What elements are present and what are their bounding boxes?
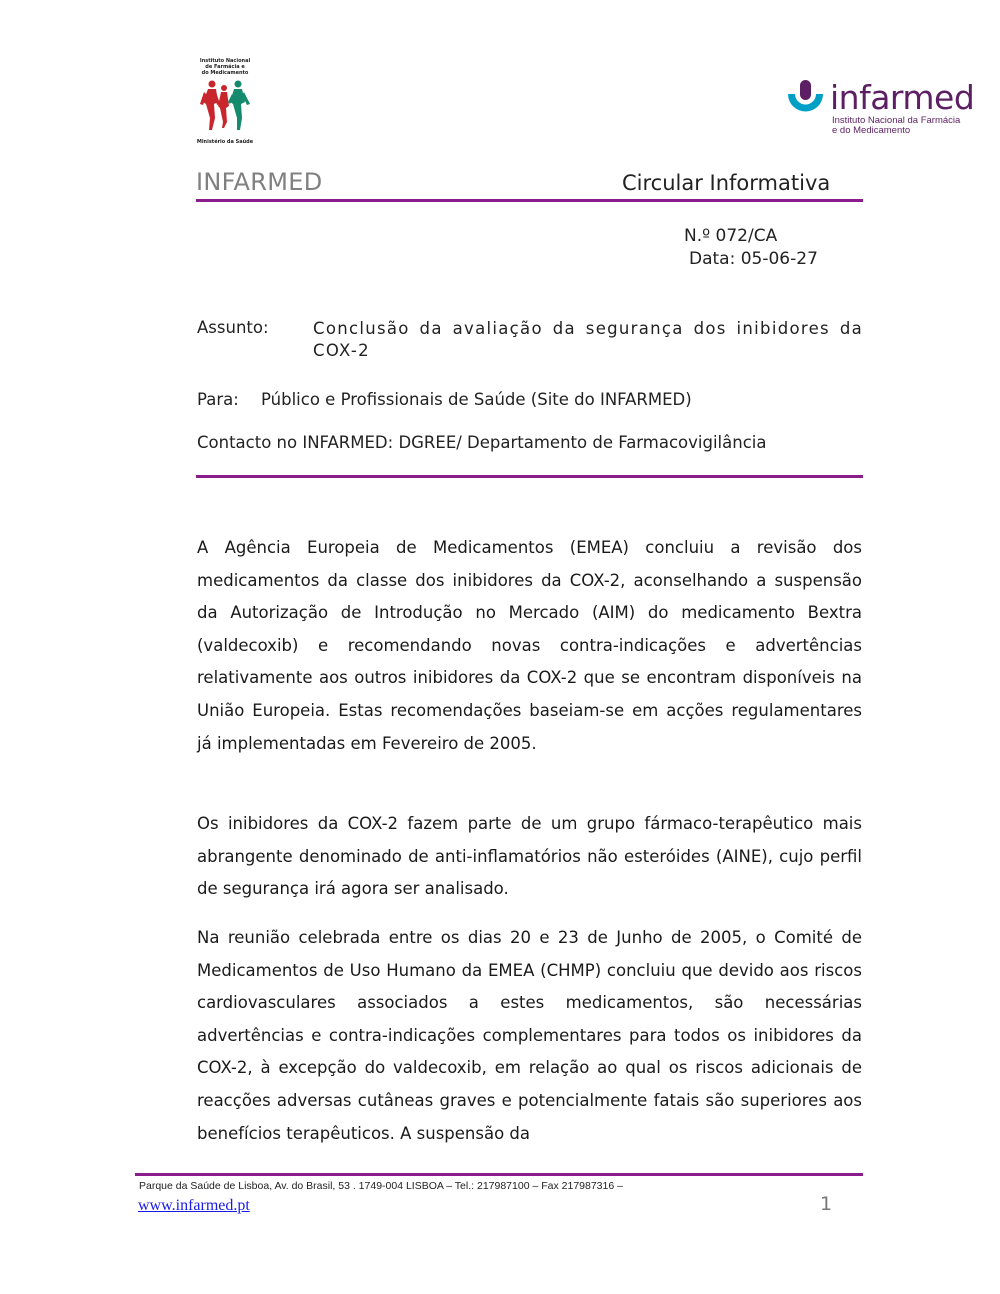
ministry-logo [190,58,260,148]
contact-line: Contacto no INFARMED: DGREE/ Departamento de Farmacovigilância [197,433,767,452]
header-org: INFARMED [196,168,323,196]
infarmed-mark-icon [786,80,828,120]
header-rule [196,199,863,202]
page-number: 1 [820,1193,833,1215]
ministry-logo-caption-bottom: Ministério da Saúde [196,139,254,145]
website-link[interactable]: www.infarmed.pt [138,1197,250,1214]
infarmed-logo [786,78,975,142]
footer-rule [135,1173,863,1176]
meta-rule [196,475,863,478]
body-paragraph-1: A Agência Europeia de Medicamentos (EMEA) concluiu a revisão dos medicamentos da classe dos inibidores da COX-2, aconselhando a suspensão da Autorização de Introdução no Mercado (AIM) do medicamento Bextra (valdecoxib) e recomendando novas contra-indicações e advertências relativamente aos outros inibidores da COX-2 que se encontram disponíveis na União Europeia. Estas recomendações baseiam-se em acções regulamentares já implementadas em Fevereiro de 2005. [197,538,862,753]
infarmed-subtitle-1: Instituto Nacional da Farmácia [832,115,961,126]
footer-address: Parque da Saúde de Lisboa, Av. do Brasil, 53 . 1749-004 LISBOA – Tel.: 217987100 – Fax 217987316 – [139,1180,623,1192]
subject-text: Conclusão da avaliação da segurança dos inibidores da COX-2 [313,319,863,360]
ministry-figures-icon [200,78,252,136]
subject-label: Assunto: [197,318,269,337]
recipients [197,390,692,409]
circular-date: Data: 05-06-27 [689,249,818,269]
infarmed-wordmark: infarmed [830,78,975,117]
circular-number: N.º 072/CA [684,226,778,246]
ministry-logo-caption-3: do Medicamento [201,70,249,76]
ministry-logo-caption-1: Instituto Nacional [199,58,251,64]
ministry-logo-caption-2: de Farmácia e [205,64,245,70]
recipients-label: Para: [197,390,239,409]
body-paragraph-3: Na reunião celebrada entre os dias 20 e 23 de Junho de 2005, o Comité de Medicamentos de Uso Humano da EMEA (CHMP) concluiu que devido aos riscos cardiovasculares associados a estes medicamentos, são necessárias advertências e contra-indicações complementares para todos os inibidores da COX-2, à excepção do valdecoxib, em relação ao qual os riscos adicionais de reacções adversas cutâneas graves e potencialmente fatais são superiores aos benefícios terapêuticos. A suspensão da [197,928,862,1143]
body-paragraph-2: Os inibidores da COX-2 fazem parte de um grupo fármaco-terapêutico mais abrangente denominado de anti-inflamatórios não esteróides (AINE), cujo perfil de segurança irá agora ser analisado. [197,814,862,899]
header-doc-type: Circular Informativa [622,171,831,195]
infarmed-subtitle-2: e do Medicamento [832,125,911,136]
recipients-text: Público e Profissionais de Saúde (Site do INFARMED) [261,390,692,409]
